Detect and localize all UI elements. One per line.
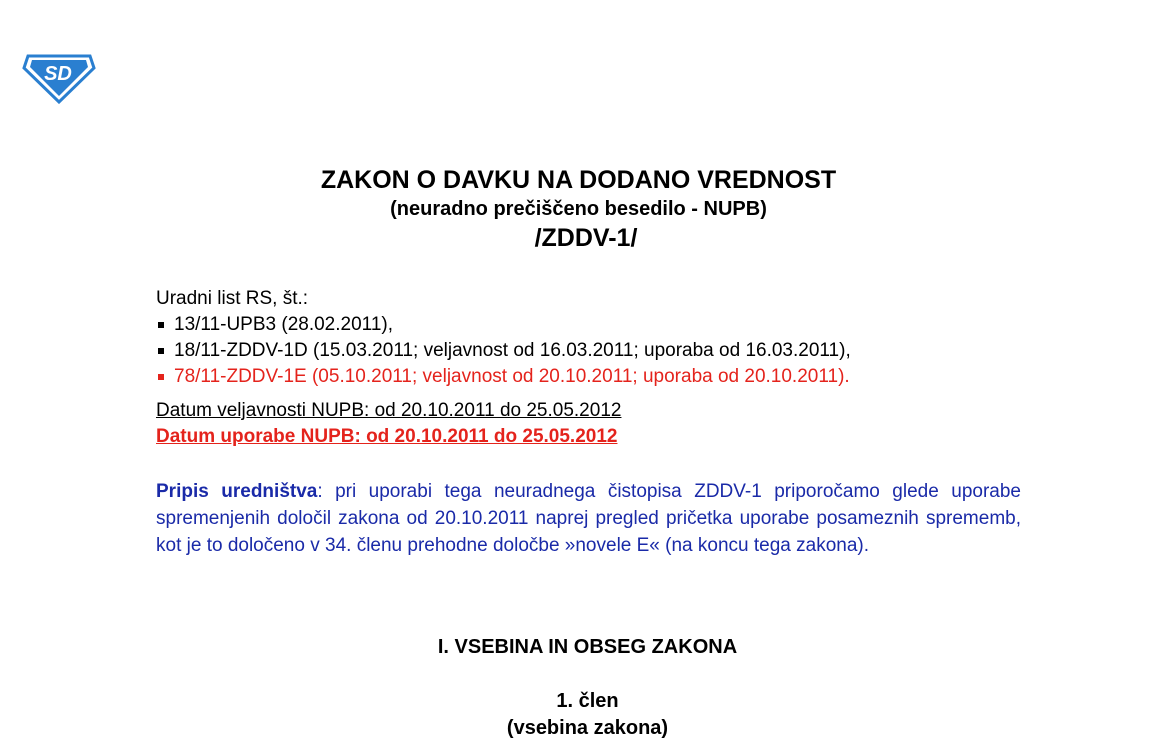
chapter-title: I. VSEBINA IN OBSEG ZAKONA [437,636,738,658]
logo-text: SD [44,63,72,85]
gazette-item-highlighted: 78/11-ZDDV-1E (05.10.2011; veljavnost od 20.10.2011; uporaba od 20.10.2011). [156,364,851,390]
law-title: ZAKON O DAVKU NA DODANO VREDNOST [320,166,837,194]
editor-note-label: Pripis uredništva [156,481,318,502]
editor-note [156,478,1021,559]
application-date: Datum uporabe NUPB: od 20.10.2011 do 25.05.2012 [156,426,618,447]
article-subtitle: (vsebina zakona) [506,717,669,739]
gazette-item: 18/11-ZDDV-1D (15.03.2011; veljavnost od 16.03.2011; uporaba od 16.03.2011), [156,338,851,364]
gazette-list [156,312,851,390]
gazette-label: Uradni list RS, št.: [156,288,309,309]
editor-note-text: : pri uporabi tega neuradnega čistopisa ZDDV-1 priporočamo glede uporabe spremenjenih določil zakona od 20.10.2011 naprej pregled pričetka uporabe posameznih sprememb, kot je to določeno v 34. členu prehodne določbe »novele E« (na koncu tega zakona). [156,481,1021,556]
gazette-item: 13/11-UPB3 (28.02.2011), [156,312,851,338]
article-number: 1. člen [556,690,619,712]
sd-logo-icon [22,48,96,104]
law-abbreviation: /ZDDV-1/ [534,224,638,252]
law-subtitle: (neuradno prečiščeno besedilo - NUPB) [390,198,767,220]
validity-date: Datum veljavnosti NUPB: od 20.10.2011 do 25.05.2012 [156,400,622,421]
dates-section [156,398,621,450]
official-gazette-section [156,286,851,390]
